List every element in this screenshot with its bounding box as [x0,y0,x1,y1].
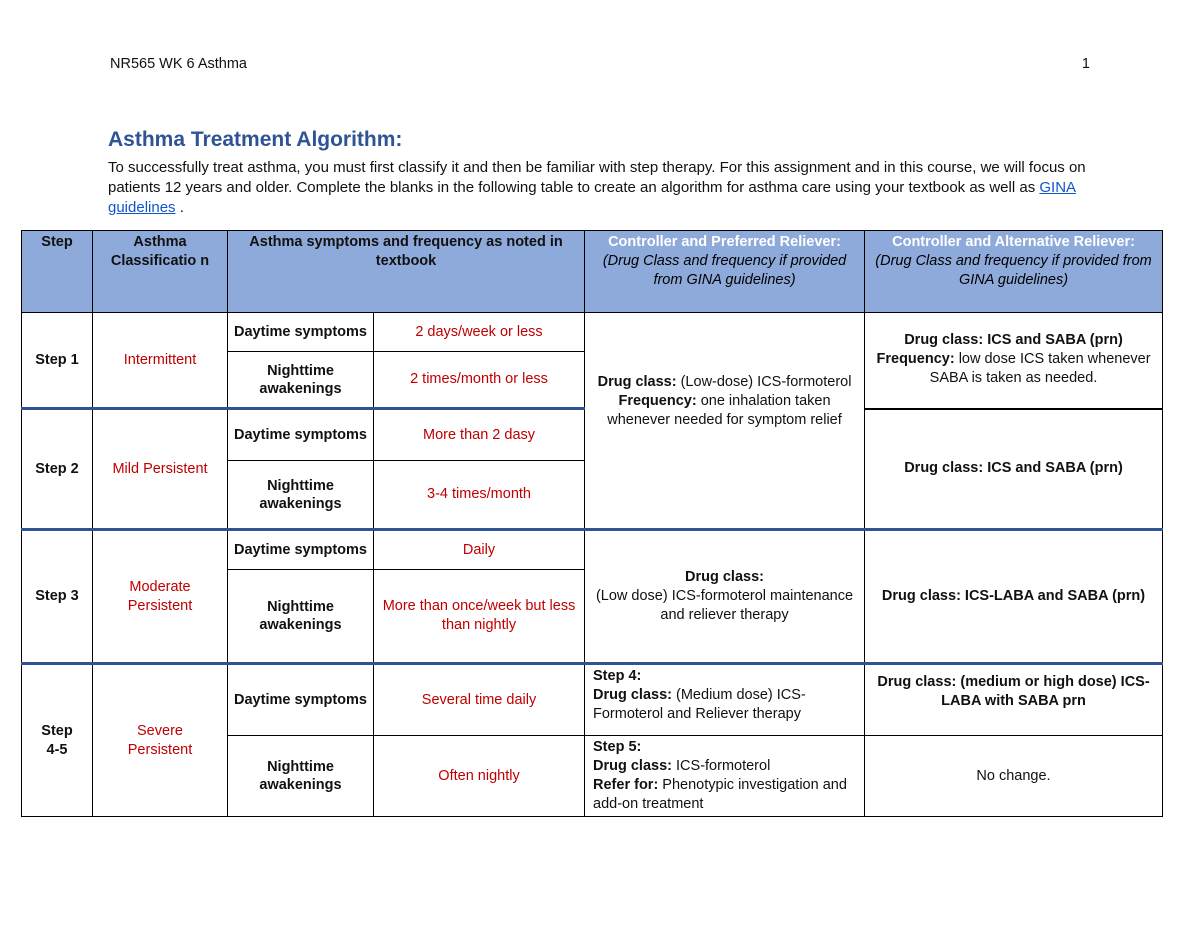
step-4-5-label [22,664,93,817]
alternative-1-frequency: low dose ICS taken whenever SABA is taken as needed. [929,351,1151,386]
preferred-step-5 [585,736,865,817]
step-4-drug-class-label: Drug class: [593,687,672,703]
header-alternative-title: Controller and Alternative Reliever: [892,234,1135,250]
alternative-step-1 [865,313,1163,409]
preferred-step-3 [585,530,865,664]
step-1-nighttime-value: 2 times/month or less [374,352,585,409]
asthma-algorithm-table [21,230,1163,817]
header-alternative [865,231,1163,313]
header-alternative-sub: (Drug Class and frequency if provided from GINA guidelines) [875,253,1152,288]
step-2-nighttime-value: 3-4 times/month [374,461,585,530]
page-number: 1 [1081,56,1090,72]
step-4-5-text: Step 4-5 [41,722,73,758]
header-step: Step [22,231,93,313]
document-title: Asthma Treatment Algorithm: [108,128,403,151]
step-4-5-nighttime-value: Often nightly [374,736,585,817]
step-4-5-classification [93,664,228,817]
alternative-1-drug-class: Drug class: ICS and SABA (prn) [904,332,1123,348]
step-1-daytime-label: Daytime symptoms [228,313,374,352]
intro-text: To successfully treat asthma, you must first classify it and then be familiar with step therapy. For this assignment and in this course, we will focus on patients 12 years and older. Complete the blanks in the following table to create an algorithm for asthma care using your textbook as well as [108,159,1086,196]
step-1-label: Step 1 [22,313,93,409]
step-1-daytime-value: 2 days/week or less [374,313,585,352]
step-1-classification: Intermittent [93,313,228,409]
step-2-daytime-label: Daytime symptoms [228,409,374,461]
header-preferred-title: Controller and Preferred Reliever: [608,234,841,250]
alternative-step-4: Drug class: (medium or high dose) ICS-LABA with SABA prn [865,664,1163,736]
alternative-step-3: Drug class: ICS-LABA and SABA (prn) [865,530,1163,664]
step-4-5-daytime-value: Several time daily [374,664,585,736]
intro-paragraph [108,158,1098,218]
step-3-nighttime-label: Nighttime awakenings [228,570,374,664]
step-5-refer: Phenotypic investigation and add-on treatment [593,777,847,812]
preferred-step-4 [585,664,865,736]
alternative-step-5: No change. [865,736,1163,817]
preferred-12-frequency-label: Frequency: [618,393,697,409]
step-3-classification [93,530,228,664]
preferred-12-drug-class: (Low-dose) ICS-formoterol [676,374,852,390]
preferred-3-drug-class: (Low dose) ICS-formoterol maintenance and reliever therapy [595,588,854,623]
step-2-label: Step 2 [22,409,93,530]
header-title: NR565 WK 6 Asthma [110,56,247,72]
preferred-12-frequency: one inhalation taken whenever needed for symptom relief [607,393,842,428]
step-4-title: Step 4: [593,668,642,684]
header-preferred-sub: (Drug Class and frequency if provided from GINA guidelines) [602,253,847,288]
step-5-title: Step 5: [593,739,642,755]
step-5-drug-class-label: Drug class: [593,758,672,774]
step-2-classification: Mild Persistent [93,409,228,530]
step-4-5-classification-text: Severe Persistent [127,722,193,758]
gina-guidelines-link[interactable]: GINA guidelines [108,179,1077,216]
preferred-step-1-2 [585,313,865,530]
preferred-12-drug-class-label: Drug class: [597,374,677,390]
alternative-1-frequency-label: Frequency: [876,351,955,367]
step-4-5-nighttime-label: Nighttime awakenings [228,736,374,817]
step-3-daytime-label: Daytime symptoms [228,530,374,570]
intro-after: . [175,199,184,216]
step-3-daytime-value: Daily [374,530,585,570]
step-2-daytime-value: More than 2 dasy [374,409,585,461]
step-4-drug-class: (Medium dose) ICS-Formoterol and Reliever therapy [593,687,806,722]
step-2-nighttime-label: Nighttime awakenings [228,461,374,530]
step-1-nighttime-label: Nighttime awakenings [228,352,374,409]
alternative-step-2: Drug class: ICS and SABA (prn) [865,409,1163,530]
step-5-refer-label: Refer for: [593,777,659,793]
step-3-nighttime-value: More than once/week but less than nightly [374,570,585,664]
step-3-label: Step 3 [22,530,93,664]
page-header [110,56,1090,72]
step-5-drug-class: ICS-formoterol [672,758,771,774]
header-symptoms: Asthma symptoms and frequency as noted in textbook [228,231,585,313]
header-preferred [585,231,865,313]
preferred-3-drug-class-label: Drug class: [685,569,764,585]
header-classification: Asthma Classificatio n [93,231,228,313]
step-3-classification-text: Moderate Persistent [127,578,193,614]
step-4-5-daytime-label: Daytime symptoms [228,664,374,736]
